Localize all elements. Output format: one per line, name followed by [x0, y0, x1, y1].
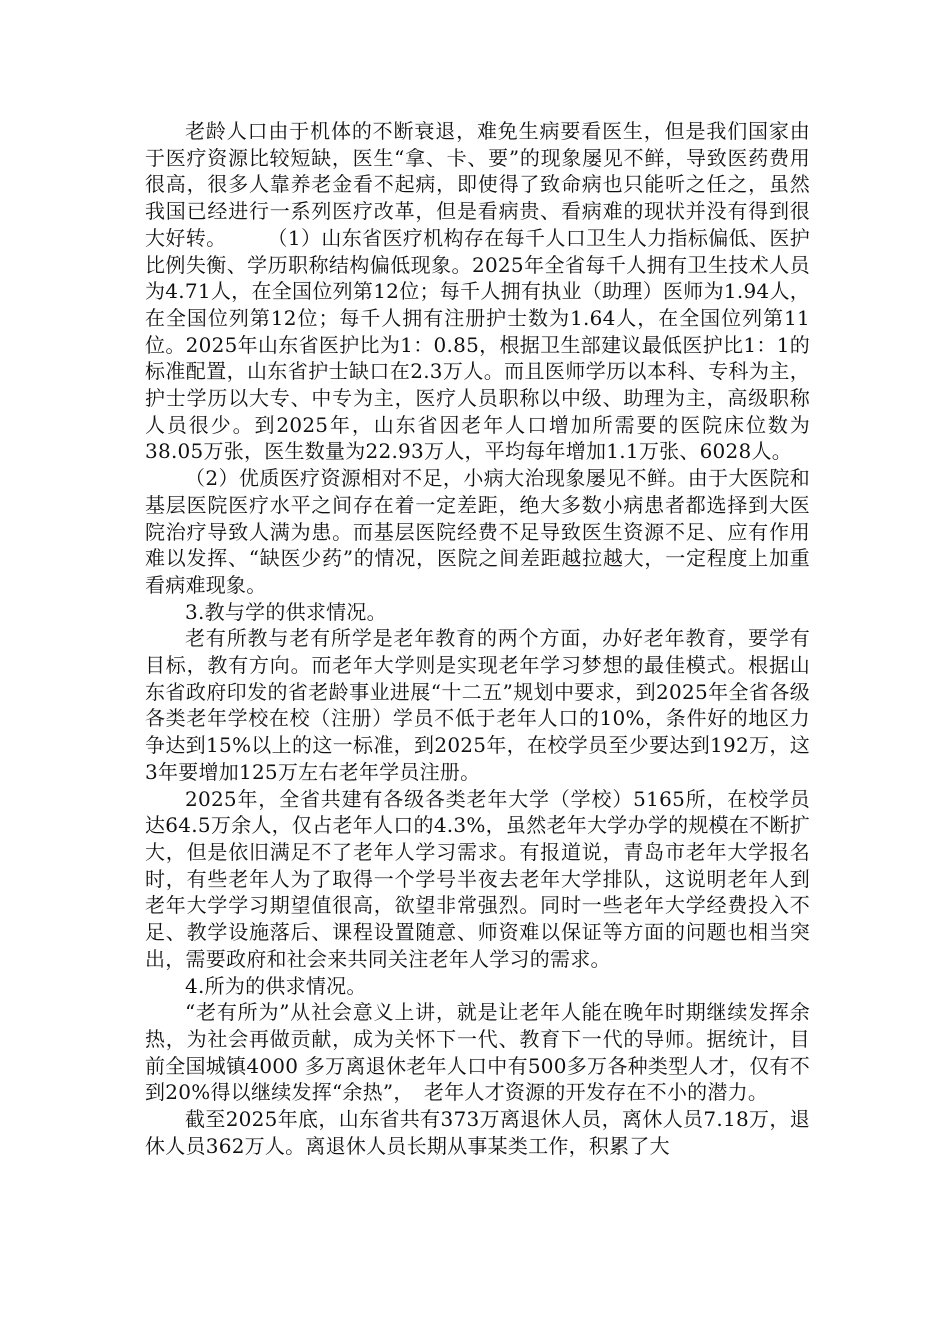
paragraph-retirees: 截至2025年底，山东省共有373万离退休人员，离休人员7.18万，退休人员362万人。离退休人员长期从事某类工作，积累了大 — [145, 1107, 810, 1158]
paragraph-education-goals: 老有所教与老有所学是老年教育的两个方面，办好老年教育，要学有目标，教有方向。而老年大学则是实现老年学习梦想的最佳模式。根据山东省政府印发的省老龄事业进展“十二五”规划中要求，到2025年全省各级各类老年学校在校（注册）学员不低于老年人口的10%，条件好的地区力争达到15%以上的这一标准，到2025年，在校学员至少要达到192万，这3年要增加125万左右老年学员注册。 — [145, 626, 810, 784]
paragraph-education-status: 2025年，全省共建有各级各类老年大学（学校）5165所，在校学员达64.5万余人，仅占老年人口的4.3%，虽然老年大学办学的规模在不断扩大，但是依旧满足不了老年人学习需求。有报道说，青岛市老年大学报名时，有些老年人为了取得一个学号半夜去老年大学排队，这说明老年人到老年大学学习期望值很高，欲望非常强烈。同时一些老年大学经费投入不足、教学设施落后、课程设置随意、师资难以保证等方面的问题也相当突出，需要政府和社会来共同关注老年人学习的需求。 — [145, 786, 810, 971]
paragraph-contribution-intro: “老有所为”从社会意义上讲，就是让老年人能在晚年时期继续发挥余热，为社会再做贡献，成为关怀下一代、教育下一代的导师。据统计，目前全国城镇4000 多万离退休老年人口中有500多万各种类型人才，仅有不到20%得以继续发挥“余热”， 老年人才资源的开发存在不小的潜力。 — [145, 1000, 810, 1105]
section-heading-contribution: 4.所为的供求情况。 — [185, 973, 367, 998]
document-page — [145, 118, 810, 1159]
section-heading-education: 3.教与学的供求情况。 — [185, 599, 387, 624]
paragraph-medical-intro: 老龄人口由于机体的不断衰退，难免生病要看医生，但是我们国家由于医疗资源比较短缺，医生“拿、卡、要”的现象屡见不鲜，导致医药费用很高，很多人靠养老金看不起病，即使得了致命病也只能听之任之，虽然我国已经进行一系列医疗改革，但是看病贵、看病难的现状并没有得到很大好转。 （1）山东省医疗机构存在每千人口卫生人力指标偏低、医护比例失衡、学历职称结构偏低现象。2025年全省每千人拥有卫生技术人员为4.71人，在全国位列第12位；每千人拥有执业（助理）医师为1.94人，在全国位列第12位；每千人拥有注册护士数为1.64人，在全国位列第11位。2025年山东省医护比为1：0.85，根据卫生部建议最低医护比1：1的标准配置，山东省护士缺口在2.3万人。而且医师学历以本科、专科为主，护士学历以大专、中专为主，医疗人员职称以中级、助理为主，高级职称人员很少。到2025年，山东省因老年人口增加所需要的医院床位数为38.05万张，医生数量为22.93万人，平均每年增加1.1万张、6028人。 — [145, 119, 810, 464]
paragraph-quality-resources: （2）优质医疗资源相对不足，小病大治现象屡见不鲜。由于大医院和基层医院医疗水平之间存在着一定差距，绝大多数小病患者都选择到大医院治疗导致人满为患。而基层医院经费不足导致医生资源不足、应有作用难以发挥、“缺医少药”的情况，医院之间差距越拉越大，一定程度上加重看病难现象。 — [145, 466, 810, 597]
